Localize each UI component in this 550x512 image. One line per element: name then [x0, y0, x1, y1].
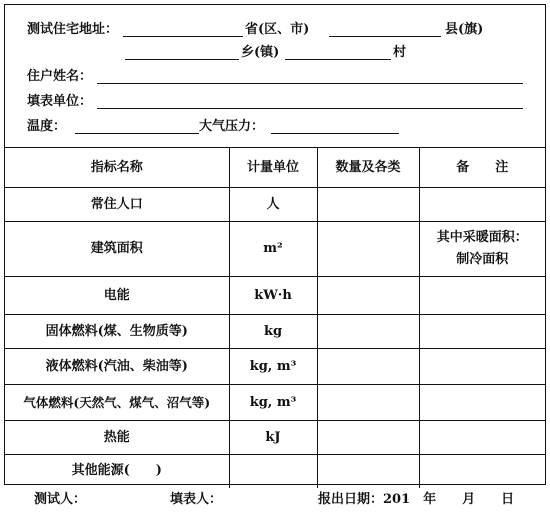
energy-table	[5, 147, 545, 488]
column-header-name: 指标名称	[5, 148, 229, 188]
tester-label: 测试人：	[34, 492, 87, 507]
unit-label: 填表单位：	[27, 94, 93, 109]
table-row	[5, 222, 545, 277]
cooling-area-label: 制冷面积	[456, 252, 509, 267]
row-name: 液体燃料(汽油、柴油等)	[5, 349, 229, 385]
row-unit: m²	[229, 222, 317, 277]
filler-label: 填表人：	[170, 492, 223, 507]
survey-form	[4, 4, 546, 485]
address-label: 测试住宅地址：	[27, 22, 119, 37]
row-name: 建筑面积	[5, 222, 229, 277]
row-quantity-cell[interactable]	[317, 188, 419, 222]
village-field[interactable]	[285, 59, 391, 60]
row-unit: kg, m³	[229, 349, 317, 385]
table-row	[5, 315, 545, 349]
report-date-label: 报出日期：201 年 月 日	[318, 492, 515, 507]
table-row	[5, 277, 545, 315]
row-quantity-cell[interactable]	[317, 349, 419, 385]
row-note-cell[interactable]	[419, 277, 545, 315]
row-quantity-cell[interactable]	[317, 277, 419, 315]
row-quantity-cell[interactable]	[317, 385, 419, 421]
row-note-cell[interactable]	[419, 315, 545, 349]
column-header-note: 备 注	[419, 148, 545, 188]
county-field[interactable]	[329, 36, 441, 37]
row-note-cell[interactable]	[419, 385, 545, 421]
pressure-field[interactable]	[271, 133, 399, 134]
row-quantity-cell[interactable]	[317, 222, 419, 277]
row-unit: kW·h	[229, 277, 317, 315]
row-name: 气体燃料(天然气、煤气、沼气等)	[5, 385, 229, 421]
resident-label: 住户姓名：	[27, 69, 93, 84]
table-row	[5, 349, 545, 385]
row-note-cell[interactable]	[419, 421, 545, 455]
township-field[interactable]	[125, 59, 239, 60]
township-label: 乡(镇)	[241, 45, 280, 60]
province-field[interactable]	[123, 36, 243, 37]
form-footer	[0, 490, 550, 510]
pressure-label: 大气压力：	[199, 119, 265, 134]
row-unit[interactable]	[229, 455, 317, 488]
row-quantity-cell[interactable]	[317, 455, 419, 488]
table-row	[5, 421, 545, 455]
row-name: 常住人口	[5, 188, 229, 222]
temperature-label: 温度：	[27, 119, 67, 134]
row-unit: 人	[229, 188, 317, 222]
row-name: 热能	[5, 421, 229, 455]
column-header-quantity: 数量及各类	[317, 148, 419, 188]
row-unit: kg, m³	[229, 385, 317, 421]
row-note-cell[interactable]	[419, 349, 545, 385]
temperature-field[interactable]	[75, 133, 199, 134]
county-label: 县(旗)	[445, 22, 484, 37]
form-header	[5, 5, 545, 147]
row-name: 其他能源( )	[5, 455, 229, 488]
row-name: 固体燃料(煤、生物质等)	[5, 315, 229, 349]
row-note-cell[interactable]	[419, 188, 545, 222]
row-unit: kJ	[229, 421, 317, 455]
row-unit: kg	[229, 315, 317, 349]
row-quantity-cell[interactable]	[317, 421, 419, 455]
column-header-unit: 计量单位	[229, 148, 317, 188]
province-label: 省(区、市)	[245, 22, 310, 37]
resident-field[interactable]	[97, 83, 523, 84]
row-name: 电能	[5, 277, 229, 315]
table-row	[5, 385, 545, 421]
table-header-row	[5, 148, 545, 188]
row-quantity-cell[interactable]	[317, 315, 419, 349]
table-row	[5, 455, 545, 488]
heating-area-label: 其中采暖面积：	[436, 230, 528, 245]
table-row	[5, 188, 545, 222]
unit-field[interactable]	[97, 108, 523, 109]
row-note-cell[interactable]	[419, 455, 545, 488]
row-note-cell[interactable]	[419, 222, 545, 277]
village-label: 村	[393, 45, 407, 60]
